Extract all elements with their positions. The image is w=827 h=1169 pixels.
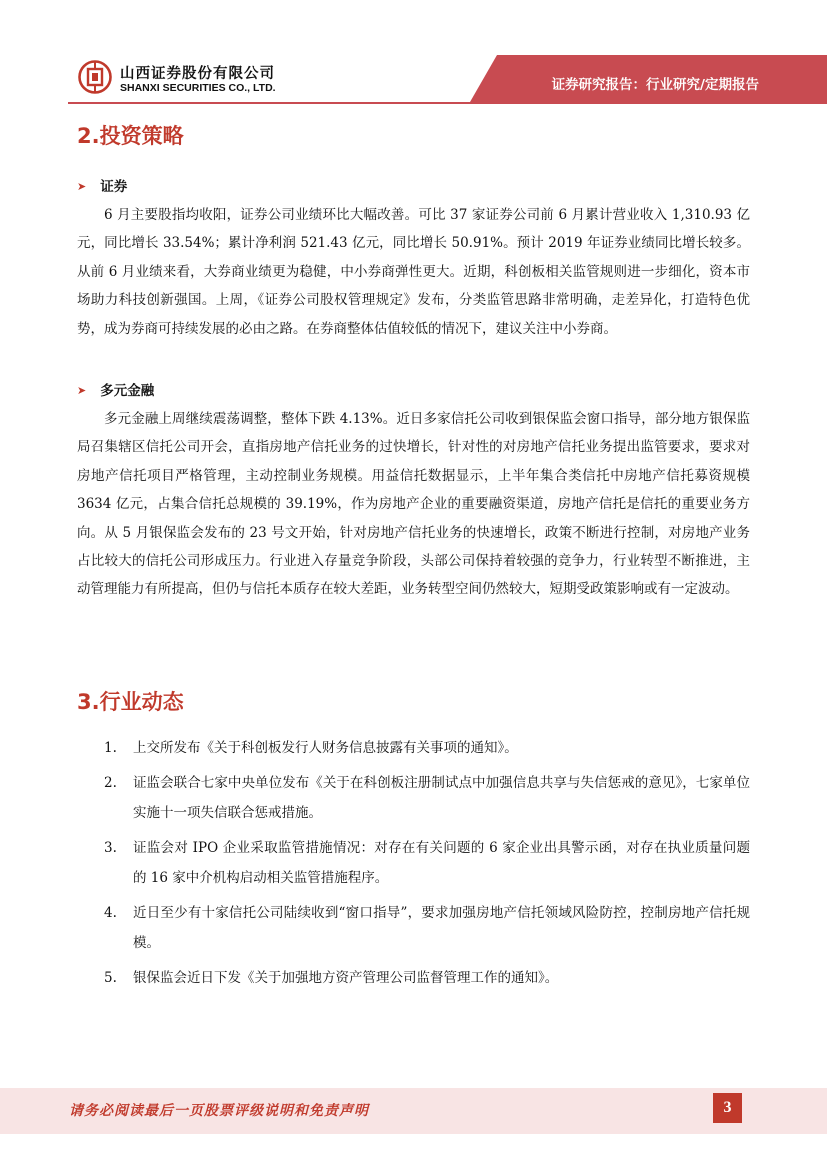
company-name-cn: 山西证券股份有限公司	[120, 66, 275, 82]
bullet-arrow-icon: ➤	[77, 180, 87, 193]
page-header	[0, 0, 827, 105]
section-2-title: 2.投资策略	[77, 124, 184, 148]
subsection-securities-title: 证券	[100, 179, 128, 195]
company-name-en: SHANXI SECURITIES CO., LTD.	[120, 82, 276, 94]
list-item: 1. 上交所发布《关于科创板发行人财务信息披露有关事项的通知》。	[104, 740, 518, 756]
subsection-diversified-finance-heading	[77, 379, 154, 399]
section-3-title: 3.行业动态	[77, 690, 184, 714]
list-item: 4. 近日至少有十家信托公司陆续收到“窗口指导”，要求加强房地产信托领域风险防控，控制房地产信托规模。	[104, 905, 750, 951]
company-logo-icon	[78, 60, 112, 94]
subsection-diversified-finance-title: 多元金融	[100, 383, 155, 399]
bullet-arrow-icon: ➤	[77, 384, 87, 397]
securities-paragraph: 6 月主要股指均收阳，证券公司业绩环比大幅改善。可比 37 家证券公司前 6 月累计营业收入 1,310.93 亿元，同比增长 33.54%；累计净利润 521.43 亿元，同比增长 50.91%。预计 2019 年证券业绩同比增长较多。从前 6 月业绩来看，大券商业绩更为稳健，中小券商弹性更大。近期，科创板相关监管规则进一步细化，资本市场助力科技创新强国。上周，《证券公司股权管理规定》发布，分类监管思路非常明确，走差异化，打造特色优势，成为券商可持续发展的必由之路。在券商整体估值较低的情况下，建议关注中小券商。	[77, 207, 750, 337]
list-item: 2. 证监会联合七家中央单位发布《关于在科创板注册制试点中加强信息共享与失信惩戒的意见》，七家单位实施十一项失信联合惩戒措施。	[104, 775, 750, 821]
diversified-finance-paragraph: 多元金融上周继续震荡调整，整体下跌 4.13%。近日多家信托公司收到银保监会窗口指导，部分地方银保监局召集辖区信托公司开会，直指房地产信托业务的过快增长，针对性的对房地产信托业务提出监管要求，要求对房地产信托项目严格管理，主动控制业务规模。用益信托数据显示，上半年集合类信托中房地产信托募资规模 3634 亿元，占集合信托总规模的 39.19%，作为房地产企业的重要融资渠道，房地产信托是信托的重要业务方向。从 5 月银保监会发布的 23 号文开始，针对房地产信托业务的快速增长，政策不断进行控制，对房地产业务占比较大的信托公司形成压力。行业进入存量竞争阶段，头部公司保持着较强的竞争力，行业转型不断推进，主动管理能力有所提高，但仍与信托本质存在较大差距，业务转型空间仍然较大，短期受政策影响或有一定波动。	[77, 411, 750, 598]
list-item: 5. 银保监会近日下发《关于加强地方资产管理公司监督管理工作的通知》。	[104, 970, 559, 986]
report-type-label: 证券研究报告：行业研究/定期报告	[551, 77, 759, 93]
industry-news-list	[77, 733, 750, 998]
footer-disclaimer: 请务必阅读最后一页股票评级说明和免责声明	[69, 1103, 369, 1119]
page-number: 3	[713, 1093, 742, 1123]
subsection-securities-heading	[77, 175, 127, 195]
list-item: 3. 证监会对 IPO 企业采取监管措施情况：对存在有关问题的 6 家企业出具警示函，对存在执业质量问题的 16 家中介机构启动相关监管措施程序。	[104, 840, 750, 886]
